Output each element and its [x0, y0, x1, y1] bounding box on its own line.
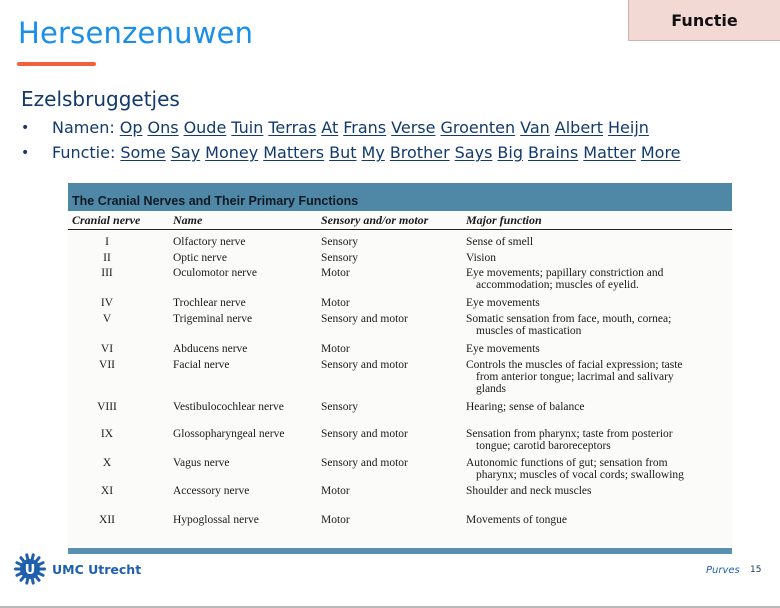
mnemonic-word: [329, 143, 356, 162]
mnemonic-word-text: Op: [119, 118, 143, 137]
mnemonic-word: [641, 143, 681, 162]
mnemonic-word-text: Says: [454, 143, 493, 162]
cell-type: Motor: [321, 267, 350, 279]
function-line: Hearing; sense of balance: [466, 401, 585, 413]
section-tag-label: Functie: [671, 10, 738, 30]
cell-cranial-number: V: [102, 313, 112, 325]
function-line: Somatic sensation from face, mouth, cornea;: [466, 313, 672, 325]
mnemonic-word-text: Groenten: [440, 118, 516, 137]
cell-cranial-number: I: [105, 236, 109, 248]
table-row: [68, 514, 732, 526]
table-row: [68, 428, 732, 452]
function-line: from anterior tongue; lacrimal and salivary: [476, 371, 674, 383]
source-credit: Purves: [706, 565, 740, 576]
mnemonic-word-text: My: [361, 143, 385, 162]
mnemonic-list: [21, 115, 686, 165]
cell-name: Trigeminal nerve: [173, 313, 253, 325]
mnemonic-word: [608, 118, 649, 137]
table-caption-band: [68, 183, 732, 211]
table-row: [68, 236, 732, 248]
cell-function: [466, 514, 732, 526]
mnemonic-word: [528, 143, 578, 162]
mnemonic-word-text: Heijn: [608, 118, 649, 137]
cell-name: Facial nerve: [173, 359, 230, 371]
mnemonic-word: [147, 118, 178, 137]
cell-name: Vagus nerve: [173, 457, 230, 469]
mnemonic-word: [362, 143, 385, 162]
mnemonic-word-text: Van: [520, 118, 550, 137]
function-line: Controls the muscles of facial expression; taste: [466, 359, 683, 371]
mnemonic-word-text: Brains: [527, 143, 579, 162]
cell-cranial-number: IV: [100, 297, 114, 309]
cell-cranial-number: IX: [100, 428, 114, 440]
function-line: Eye movements: [466, 343, 540, 355]
function-line: Eye movements; papillary constriction and: [466, 267, 664, 279]
bullet-label: Namen:: [52, 118, 115, 137]
cell-type: Sensory and motor: [321, 313, 408, 325]
cell-name: Accessory nerve: [173, 485, 250, 497]
mnemonic-word-text: More: [640, 143, 681, 162]
header-type: Sensory and/or motor: [321, 212, 429, 227]
cell-name: Glossopharyngeal nerve: [173, 428, 285, 440]
mnemonic-word-text: Matters: [263, 143, 325, 162]
cell-cranial-number: VI: [100, 343, 114, 355]
mnemonic-word-text: Terras: [268, 118, 317, 137]
cell-cranial-number: VIII: [97, 401, 117, 413]
mnemonic-word: [231, 118, 263, 137]
header-name: Name: [173, 212, 203, 227]
mnemonic-word-text: At: [321, 118, 339, 137]
cell-type: Sensory: [321, 252, 359, 264]
cell-function: [466, 267, 732, 291]
mnemonic-word: [321, 118, 338, 137]
mnemonic-word: [390, 143, 450, 162]
cell-function: [466, 428, 732, 452]
cell-function: [466, 297, 732, 309]
bullet-label: Functie:: [52, 143, 116, 162]
cell-type: Motor: [321, 297, 350, 309]
function-line: Vision: [466, 252, 496, 264]
cell-cranial-number: II: [103, 252, 111, 264]
cell-function: [466, 457, 732, 481]
mnemonic-word: [343, 118, 386, 137]
mnemonic-word-text: Brother: [389, 143, 450, 162]
mnemonic-word: [391, 118, 435, 137]
function-line: Sense of smell: [466, 236, 534, 248]
cell-type: Sensory and motor: [321, 359, 408, 371]
mnemonic-word-text: Say: [170, 143, 201, 162]
cell-type: Sensory and motor: [321, 428, 408, 440]
mnemonic-word: [120, 118, 143, 137]
logo-text: UMC Utrecht: [52, 561, 142, 577]
umc-utrecht-logo: [14, 553, 141, 585]
mnemonic-word: [520, 118, 550, 137]
cell-name: Abducens nerve: [173, 343, 248, 355]
cell-type: Sensory: [321, 401, 359, 413]
table-row: [68, 485, 732, 497]
function-line: glands: [476, 383, 507, 395]
page-number: 15: [750, 565, 762, 575]
cell-name: Olfactory nerve: [173, 236, 246, 248]
mnemonic-word-text: Money: [205, 143, 259, 162]
slide-title: Hersenzenuwen: [18, 16, 254, 50]
cell-cranial-number: X: [102, 457, 112, 469]
cell-name: Oculomotor nerve: [173, 267, 257, 279]
mnemonic-word: [184, 118, 227, 137]
cell-type: Motor: [321, 343, 350, 355]
mnemonic-word-text: But: [329, 143, 357, 162]
cell-name: Trochlear nerve: [173, 297, 246, 309]
mnemonic-word: [205, 143, 258, 162]
table-row: [68, 359, 732, 395]
section-tag: [628, 0, 780, 41]
mnemonic-word-text: Oude: [183, 118, 227, 137]
table-header-row: [68, 211, 732, 230]
mnemonic-word: [497, 143, 523, 162]
cell-function: [466, 343, 732, 355]
table-row: [68, 267, 732, 291]
mnemonic-functions: [21, 140, 686, 165]
cell-name: Vestibulocochlear nerve: [173, 401, 284, 413]
function-line: Movements of tongue: [466, 514, 567, 526]
table-bottom-band: [68, 548, 732, 554]
subheading: Ezelsbruggetjes: [21, 87, 180, 111]
table-row: [68, 297, 732, 309]
bullet-icon: •: [21, 119, 30, 136]
mnemonic-word: [268, 118, 316, 137]
table-row: [68, 457, 732, 481]
cell-type: Motor: [321, 514, 350, 526]
cell-function: [466, 236, 732, 248]
title-accent-line: [17, 62, 96, 66]
mnemonic-word: [263, 143, 324, 162]
mnemonic-word-text: Ons: [147, 118, 179, 137]
mnemonic-word-text: Frans: [343, 118, 387, 137]
function-line: accommodation; muscles of eyelid.: [476, 279, 639, 291]
table-row: [68, 343, 732, 355]
function-line: Eye movements: [466, 297, 540, 309]
cell-name: Optic nerve: [173, 252, 227, 264]
cell-type: Sensory: [321, 236, 359, 248]
function-line: Shoulder and neck muscles: [466, 485, 592, 497]
table-row: [68, 401, 732, 413]
cell-function: [466, 401, 732, 413]
function-line: muscles of mastication: [476, 325, 582, 337]
header-cranial-nerve: Cranial nerve: [72, 212, 141, 227]
cell-cranial-number: VII: [99, 359, 115, 371]
cell-function: [466, 313, 732, 337]
umc-sun-icon: [14, 553, 46, 585]
mnemonic-word-text: Some: [120, 143, 166, 162]
mnemonic-word-text: Tuin: [231, 118, 264, 137]
mnemonic-word: [455, 143, 493, 162]
header-function: Major function: [466, 212, 542, 227]
cranial-nerves-table-image: [68, 183, 732, 554]
mnemonic-names: [21, 115, 686, 140]
mnemonic-word-text: Matter: [583, 143, 636, 162]
cell-function: [466, 252, 732, 264]
cell-function: [466, 485, 732, 497]
table-row: [68, 252, 732, 264]
mnemonic-word-text: Albert: [554, 118, 604, 137]
mnemonic-word: [555, 118, 603, 137]
mnemonic-word: [171, 143, 200, 162]
bullet-icon: •: [21, 144, 30, 161]
mnemonic-word: [120, 143, 165, 162]
table-row: [68, 313, 732, 337]
cell-cranial-number: III: [101, 267, 113, 279]
table-caption: The Cranial Nerves and Their Primary Functions: [72, 194, 359, 208]
function-line: Sensation from pharynx; taste from posterior: [466, 428, 673, 440]
cell-type: Motor: [321, 485, 350, 497]
mnemonic-word-text: Big: [497, 143, 523, 162]
cell-function: [466, 359, 732, 395]
mnemonic-word: [440, 118, 515, 137]
cell-name: Hypoglossal nerve: [173, 514, 259, 526]
cell-cranial-number: XII: [99, 514, 115, 526]
mnemonic-word: [583, 143, 636, 162]
function-line: Autonomic functions of gut; sensation from: [466, 457, 668, 469]
cell-type: Sensory and motor: [321, 457, 408, 469]
svg-text:U: U: [24, 563, 36, 578]
function-line: tongue; carotid baroreceptors: [476, 440, 611, 452]
cell-cranial-number: XI: [100, 485, 114, 497]
mnemonic-word-text: Verse: [391, 118, 436, 137]
function-line: pharynx; muscles of vocal cords; swallowing: [476, 469, 684, 481]
